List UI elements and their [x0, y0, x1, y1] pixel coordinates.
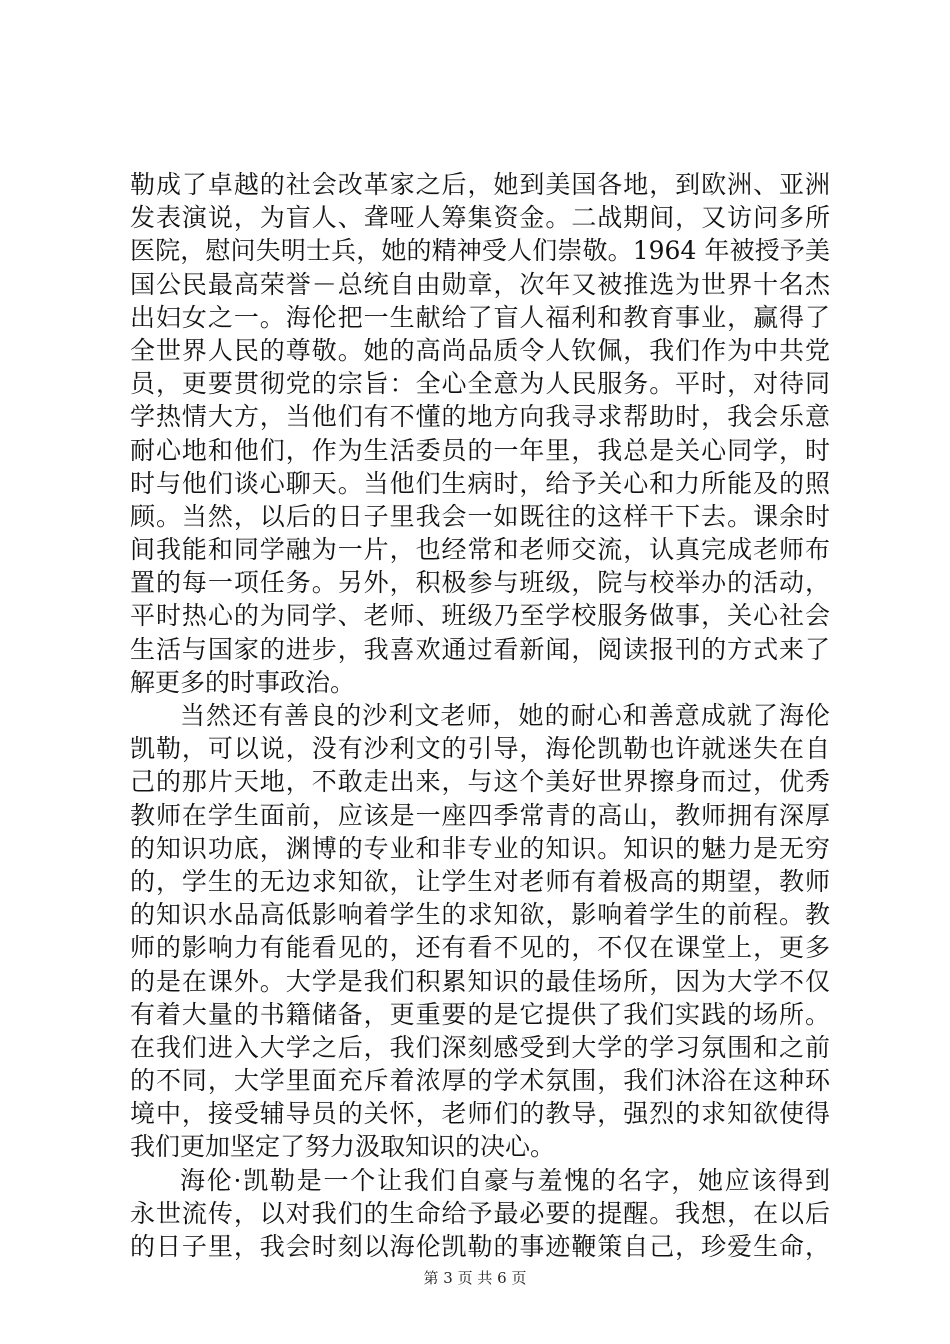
text-line: 教师在学生面前，应该是一座四季常青的高山，教师拥有深厚: [130, 800, 830, 830]
text-line: 国公民最高荣誉－总统自由勋章，次年又被推选为世界十名杰: [130, 269, 830, 299]
text-line: 发表演说，为盲人、聋哑人筹集资金。二战期间，又访问多所: [130, 203, 830, 233]
text-line: 我们更加坚定了努力汲取知识的决心。: [130, 1132, 556, 1162]
text-line: 平时热心的为同学、老师、班级乃至学校服务做事，关心社会: [130, 601, 830, 631]
text-line: 顾。当然，以后的日子里我会一如既往的这样干下去。课余时: [130, 501, 830, 531]
text-line: 的知识水品高低影响着学生的求知欲，影响着学生的前程。教: [130, 900, 830, 930]
text-line: 凯勒，可以说，没有沙利文的引导，海伦凯勒也许就迷失在自: [130, 734, 830, 764]
text-line: 的日子里，我会时刻以海伦凯勒的事迹鞭策自己，珍爱生命，: [130, 1232, 830, 1261]
text-line: 的是在课外。大学是我们积累知识的最佳场所，因为大学不仅: [130, 966, 830, 996]
text-line: 学热情大方，当他们有不懂的地方向我寻求帮助时，我会乐意: [130, 402, 830, 432]
body-text: [130, 168, 830, 1263]
text-line: 医院，慰问失明士兵，她的精神受人们崇敬。1964 年被授予美: [130, 236, 830, 266]
text-line: 在我们进入大学之后，我们深刻感受到大学的学习氛围和之前: [130, 1032, 830, 1062]
text-line: 的，学生的无边求知欲，让学生对老师有着极高的期望，教师: [130, 866, 830, 896]
text-line: 置的每一项任务。另外，积极参与班级，院与校举办的活动，: [130, 568, 830, 598]
text-line: 的不同，大学里面充斥着浓厚的学术氛围，我们沐浴在这种环: [130, 1066, 830, 1096]
text-line: 有着大量的书籍储备，更重要的是它提供了我们实践的场所。: [130, 999, 830, 1029]
text-line: 生活与国家的进步，我喜欢通过看新闻，阅读报刊的方式来了: [130, 634, 830, 664]
text-line: 境中，接受辅导员的关怀，老师们的教导，强烈的求知欲使得: [130, 1099, 830, 1129]
text-line: 解更多的时事政治。: [130, 667, 356, 697]
page-number-footer: 第 3 页 共 6 页: [423, 1269, 527, 1287]
text-line: 出妇女之一。海伦把一生献给了盲人福利和教育事业，赢得了: [130, 302, 830, 332]
text-line: 时与他们谈心聊天。当他们生病时，给予关心和力所能及的照: [130, 468, 830, 498]
text-line: 勒成了卓越的社会改革家之后，她到美国各地，到欧洲、亚洲: [130, 170, 830, 199]
text-line: 间我能和同学融为一片，也经常和老师交流，认真完成老师布: [130, 535, 830, 565]
paragraph-first-line: 当然还有善良的沙利文老师，她的耐心和善意成就了海伦: [180, 701, 830, 730]
text-line: 耐心地和他们，作为生活委员的一年里，我总是关心同学，时: [130, 435, 830, 465]
text-line: 的知识功底，渊博的专业和非专业的知识。知识的魅力是无穷: [130, 833, 830, 863]
text-line: 员，更要贯彻党的宗旨：全心全意为人民服务。平时，对待同: [130, 369, 830, 399]
text-line: 己的那片天地，不敢走出来，与这个美好世界擦身而过，优秀: [130, 767, 830, 797]
text-line: 永世流传，以对我们的生命给予最必要的提醒。我想，在以后: [130, 1198, 830, 1228]
paragraph-first-line: 海伦·凯勒是一个让我们自豪与羞愧的名字，她应该得到: [180, 1165, 830, 1195]
text-line: 全世界人民的尊敬。她的高尚品质令人钦佩，我们作为中共党: [130, 335, 830, 365]
text-line: 师的影响力有能看见的，还有看不见的，不仅在课堂上，更多: [130, 933, 830, 963]
